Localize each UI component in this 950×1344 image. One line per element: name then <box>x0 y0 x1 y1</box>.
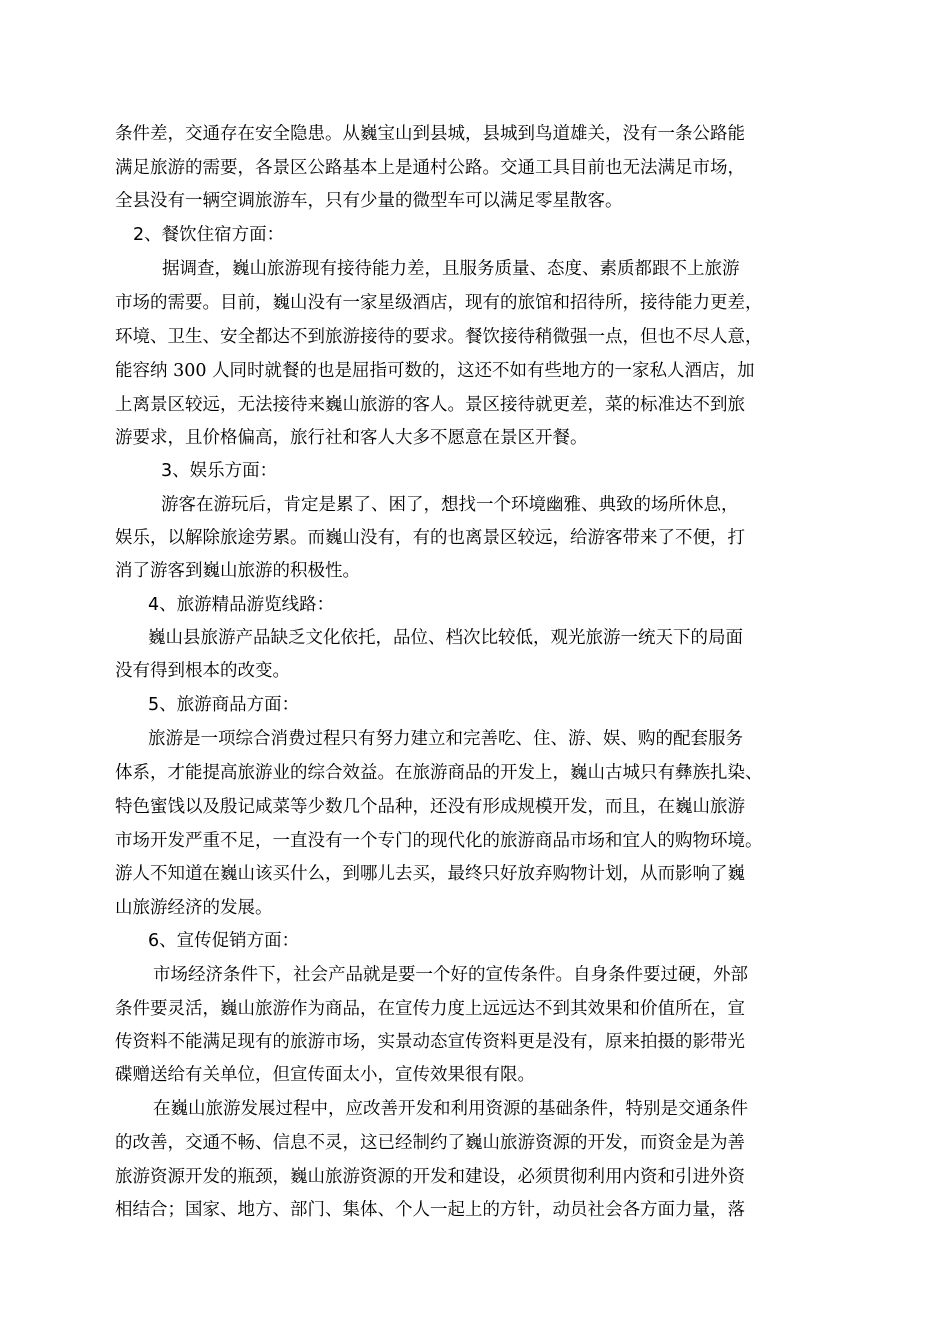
paragraph-line: 体系，才能提高旅游业的综合效益。在旅游商品的开发上，巍山古城只有彝族扎染、 <box>115 763 763 783</box>
paragraph-line: 环境、卫生、安全都达不到旅游接待的要求。餐饮接待稍微强一点，但也不尽人意， <box>115 327 763 347</box>
paragraph-line: 巍山县旅游产品缺乏文化依托，品位、档次比较低，观光旅游一统天下的局面 <box>148 628 743 648</box>
paragraph-line: 的改善，交通不畅、信息不灵，这已经制约了巍山旅游资源的开发，而资金是为善 <box>115 1133 745 1153</box>
paragraph-line: 条件要灵活，巍山旅游作为商品，在宣传力度上远远达不到其效果和价值所在，宣 <box>115 999 745 1019</box>
paragraph-line: 能容纳 300 人同时就餐的也是屈指可数的，这还不如有些地方的一家私人酒店，加 <box>115 361 755 381</box>
paragraph-line: 全县没有一辆空调旅游车，只有少量的微型车可以满足零星散客。 <box>115 191 623 211</box>
paragraph-line: 据调查，巍山旅游现有接待能力差，且服务质量、态度、素质都跟不上旅游 <box>162 259 740 279</box>
paragraph-line: 市场的需要。目前，巍山没有一家星级酒店，现有的旅馆和招待所，接待能力更差， <box>115 293 763 313</box>
paragraph-line: 碟赠送给有关单位，但宣传面太小，宣传效果很有限。 <box>115 1065 535 1085</box>
paragraph-line: 娱乐，以解除旅途劳累。而巍山没有，有的也离景区较远，给游客带来了不便，打 <box>115 528 745 548</box>
section-heading-promotion: 6、宣传促销方面： <box>148 931 300 951</box>
section-heading-tourist-goods: 5、旅游商品方面： <box>148 695 300 715</box>
section-heading-dining-lodging: 2、餐饮住宿方面： <box>133 225 285 245</box>
paragraph-line: 游要求，且价格偏高，旅行社和客人大多不愿意在景区开餐。 <box>115 428 588 448</box>
paragraph-line: 没有得到根本的改变。 <box>115 661 290 681</box>
paragraph-line: 旅游是一项综合消费过程只有努力建立和完善吃、住、游、娱、购的配套服务 <box>148 729 743 749</box>
paragraph-line: 特色蜜饯以及殷记咸菜等少数几个品种，还没有形成规模开发，而且，在巍山旅游 <box>115 797 745 817</box>
paragraph-line: 山旅游经济的发展。 <box>115 898 273 918</box>
paragraph-line: 上离景区较远，无法接待来巍山旅游的客人。景区接待就更差，菜的标准达不到旅 <box>115 395 745 415</box>
section-heading-entertainment: 3、娱乐方面： <box>161 461 278 481</box>
paragraph-line: 游客在游玩后，肯定是累了、困了，想找一个环境幽雅、典致的场所休息， <box>161 495 739 515</box>
paragraph-line: 市场开发严重不足，一直没有一个专门的现代化的旅游商品市场和宜人的购物环境。 <box>115 831 763 851</box>
paragraph-line: 在巍山旅游发展过程中，应改善开发和利用资源的基础条件，特别是交通条件 <box>153 1099 748 1119</box>
paragraph-line: 游人不知道在巍山该买什么，到哪儿去买，最终只好放弃购物计划，从而影响了巍 <box>115 864 745 884</box>
paragraph-line: 市场经济条件下，社会产品就是要一个好的宣传条件。自身条件要过硬，外部 <box>153 965 748 985</box>
paragraph-line: 满足旅游的需要，各景区公路基本上是通村公路。交通工具目前也无法满足市场， <box>115 158 745 178</box>
paragraph-line: 相结合；国家、地方、部门、集体、个人一起上的方针，动员社会各方面力量，落 <box>115 1200 745 1220</box>
paragraph-line: 消了游客到巍山旅游的积极性。 <box>115 561 360 581</box>
paragraph-line: 旅游资源开发的瓶颈，巍山旅游资源的开发和建设，必须贯彻利用内资和引进外资 <box>115 1167 745 1187</box>
section-heading-tour-routes: 4、旅游精品游览线路： <box>148 595 335 615</box>
paragraph-line: 传资料不能满足现有的旅游市场，实景动态宣传资料更是没有，原来拍摄的影带光 <box>115 1032 745 1052</box>
paragraph-line: 条件差，交通存在安全隐患。从巍宝山到县城，县城到鸟道雄关，没有一条公路能 <box>115 124 745 144</box>
